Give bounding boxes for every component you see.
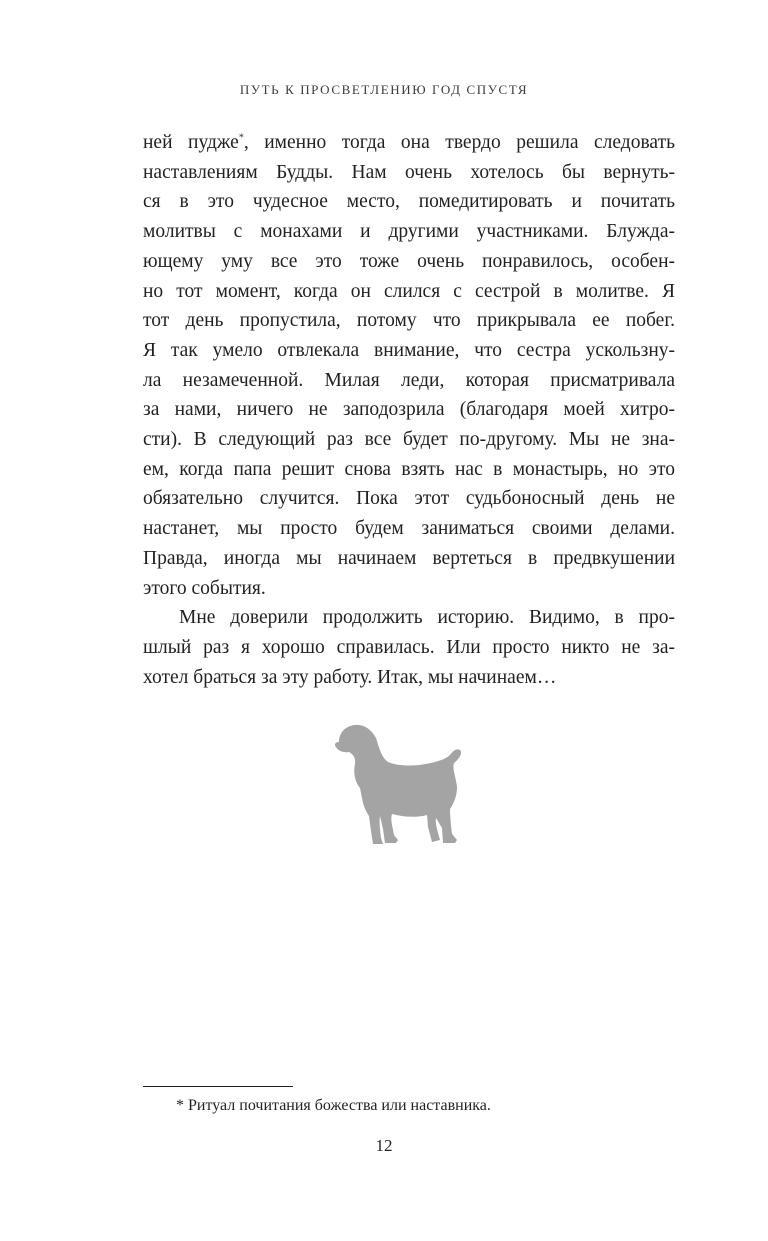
text-line: Правда, иногда мы начинаем вертеться в предвкушении — [143, 547, 675, 569]
dog-silhouette-icon — [332, 716, 464, 848]
text-line: ем, когда папа решит снова взять нас в монастырь, но это — [143, 458, 675, 480]
text-line — [143, 128, 675, 158]
text-line: ся в это чудесное место, помедитировать и почитать — [143, 191, 675, 213]
text-line: но тот момент, когда он слился с сестрой в молитве. Я — [143, 280, 675, 302]
text-line: Мне доверили продолжить историю. Видимо, в про- — [179, 607, 675, 629]
page-number: 12 — [375, 1136, 393, 1155]
footnote-divider — [143, 1086, 293, 1087]
text-line: шлый раз я хорошо справилась. Или просто никто не за- — [143, 636, 675, 658]
text-line: сти). В следующий раз все будет по-другому. Мы не зна- — [143, 429, 675, 451]
text-line: обязательно случится. Пока этот судьбоносный день не — [143, 488, 675, 510]
text-fragment: ней пудже — [143, 132, 239, 153]
text-line: молитвы с монахами и другими участниками. Блужда- — [143, 221, 675, 243]
text-line: хотел браться за эту работу. Итак, мы начинаем… — [143, 666, 557, 688]
text-fragment: , именно тогда она твердо решила следовать — [243, 132, 675, 153]
paragraph-2 — [143, 603, 675, 692]
text-line: за нами, ничего не заподозрила (благодаря моей хитро- — [143, 399, 675, 421]
body-text — [143, 128, 675, 692]
running-head: ПУТЬ К ПРОСВЕТЛЕНИЮ ГОД СПУСТЯ — [239, 82, 529, 97]
text-line: тот день пропустила, потому что прикрывала ее побег. — [143, 310, 675, 332]
text-line: настанет, мы просто будем заниматься своими делами. — [143, 518, 675, 540]
text-line: этого события. — [143, 577, 266, 599]
text-line: Я так умело отвлекала внимание, что сестра ускользну- — [143, 339, 675, 361]
text-line: наставлениям Будды. Нам очень хотелось бы вернуть- — [143, 161, 675, 183]
text-line: ющему уму все это тоже очень понравилось, особен- — [143, 250, 675, 272]
paragraph-1 — [143, 128, 675, 603]
footnote-text: * Ритуал почитания божества или наставника. — [176, 1097, 491, 1114]
text-line: ла незамеченной. Милая леди, которая присматривала — [143, 369, 675, 391]
footnote-marker[interactable]: * — [238, 132, 244, 144]
